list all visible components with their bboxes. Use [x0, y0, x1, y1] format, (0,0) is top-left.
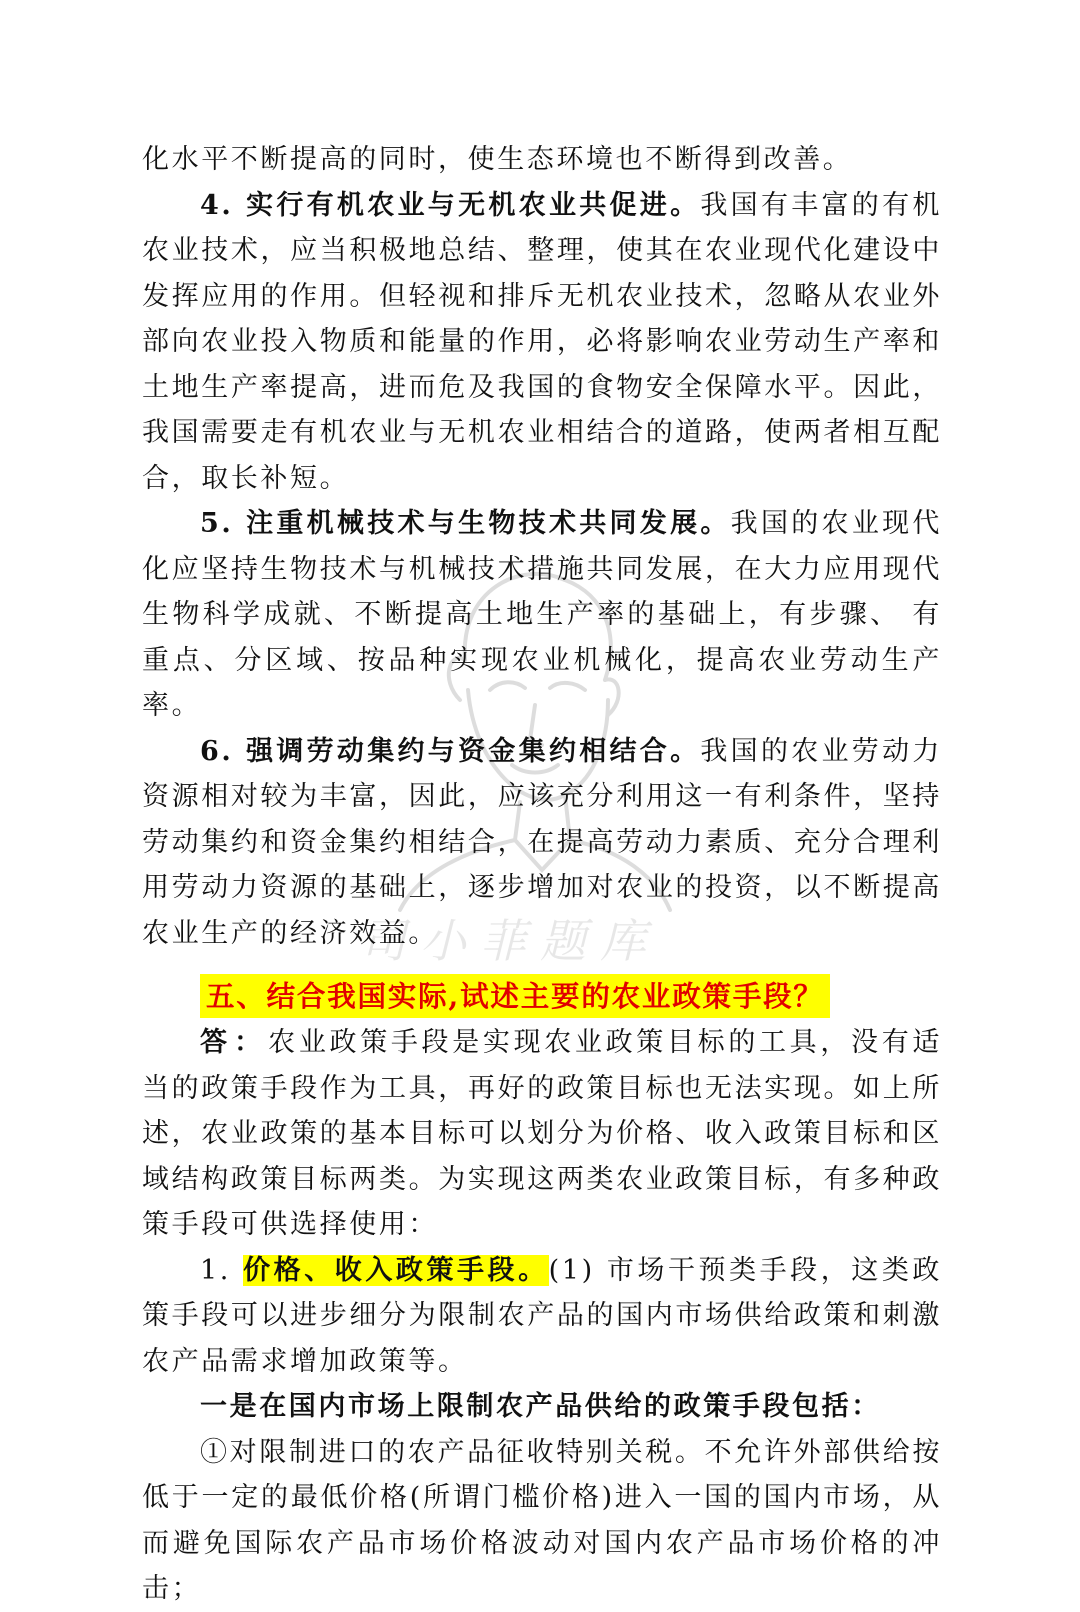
watermark-text: 司小菲题库 [360, 914, 660, 968]
section-title: 五、结合我国实际,试述主要的农业政策手段？ [200, 974, 830, 1018]
item-6-body: 我国的农业劳动力资源相对较为丰富，因此，应该充分利用这一有利条件，坚持劳动集约和资金集约相结合，在提高劳动力素质、充分合理利用劳动力资源的基础上，逐步增加对农业的投资，以不断提高农业生产的经济效益。 [142, 735, 942, 949]
answer-label: 答： [200, 1027, 269, 1058]
policy-1-number: 1. [200, 1254, 244, 1286]
subheading-text: 一是在国内市场上限制农产品供给的政策手段包括： [200, 1391, 881, 1422]
item-5-heading: 5. 注重机械技术与生物技术共同发展。 [200, 508, 731, 539]
item-5-body: 我国的农业现代化应坚持生物技术与机械技术措施共同发展，在大力应用现代生物科学成就、不断提高土地生产率的基础上，有步骤、 有重点、分区域、按品种实现农业机械化，提高农业劳动生产率。 [142, 508, 942, 721]
answer-paragraph [142, 1020, 942, 1248]
paragraph-policy-1 [142, 1248, 942, 1385]
paragraph-tariff: ①对限制进口的农产品征收特别关税。不允许外部供给按低于一定的最低价格(所谓门槛价格)进入一国的国内市场，从而避免国际农产品市场价格波动对国内农产品市场价格的冲击； [142, 1436, 942, 1604]
policy-1-body: (1) 市场干预类手段，这类政策手段可以进步细分为限制农产品的国内市场供给政策和刺激农产品需求增加政策等。 [142, 1254, 943, 1377]
paragraph-subheading [142, 1384, 942, 1430]
item-4-heading: 4. 实行有机农业与无机农业共促进。 [200, 189, 701, 221]
document-page [142, 137, 942, 1612]
paragraph-item-4 [142, 183, 942, 502]
answer-body: 农业政策手段是实现农业政策目标的工具，没有适当的政策手段作为工具，再好的政策目标也无法实现。如上所述，农业政策的基本目标可以划分为价格、收入政策目标和区域结构政策目标两类。为实现这两类农业政策目标，有多种政策手段可供选择使用： [142, 1027, 942, 1240]
paragraph-item-5 [142, 501, 942, 729]
item-4-body: 我国有丰富的有机农业技术，应当积极地总结、整理，使其在农业现代化建设中发挥应用的作用。但轻视和排斥无机农业技术，忽略从农业外部向农业投入物质和能量的作用，必将影响农业劳动生产率和土地生产率提高，进而危及我国的食物安全保障水平。因此，我国需要走有机农业与无机农业相结合的道路，使两者相互配合，取长补短。 [142, 189, 942, 494]
paragraph-continuation: 化水平不断提高的同时，使生态环境也不断得到改善。 [142, 144, 853, 175]
item-6-heading: 6. 强调劳动集约与资金集约相结合。 [200, 735, 701, 767]
paragraph-item-6 [142, 729, 942, 957]
policy-1-highlight: 价格、收入政策手段。 [243, 1254, 549, 1286]
